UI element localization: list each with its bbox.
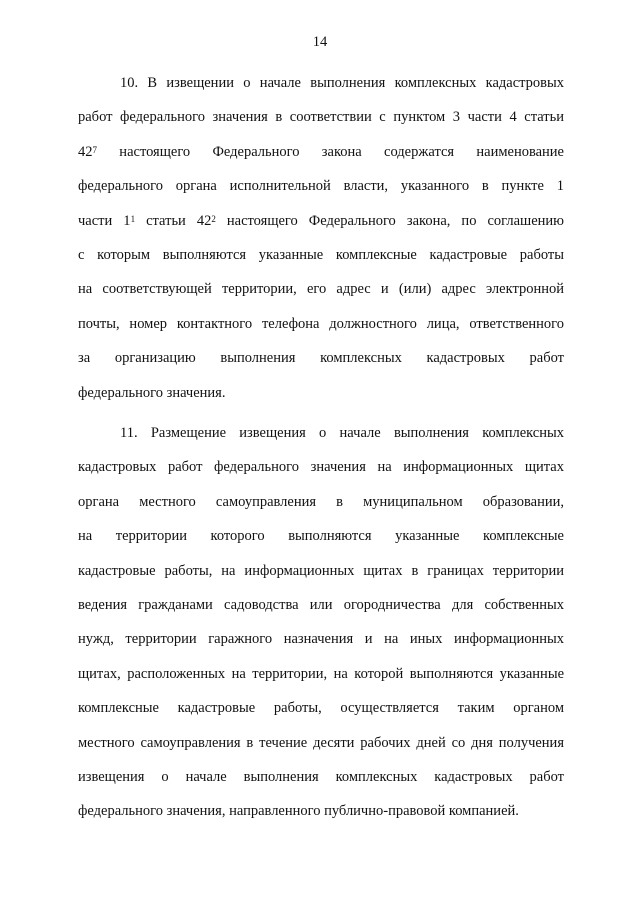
paragraph-line: [78, 211, 564, 245]
paragraph-line: ведения гражданами садоводства или огородничества для собственных: [78, 596, 564, 613]
line-text: настоящего Федерального закона содержатся наименование: [97, 143, 564, 160]
paragraph-line: федерального органа исполнительной власти, указанного в пункте 1: [78, 178, 564, 195]
article-number: 42: [78, 143, 93, 160]
paragraph-11: [78, 423, 564, 836]
paragraph-line: федерального значения.: [78, 384, 226, 401]
paragraph-line: за организацию выполнения комплексных кадастровых работ: [78, 350, 564, 367]
paragraph-line: с которым выполняются указанные комплексные кадастровые работы: [78, 246, 564, 263]
paragraph-line: комплексные кадастровые работы, осуществляется таким органом: [78, 700, 564, 717]
paragraph-line: на соответствующей территории, его адрес и (или) адрес электронной: [78, 281, 564, 298]
article-superscript: 2: [211, 213, 216, 224]
paragraph-line: федерального значения, направленного публично-правовой компанией.: [78, 803, 519, 820]
paragraph-line: [78, 142, 564, 176]
part-reference: части 1: [78, 212, 131, 229]
part-superscript: 1: [130, 213, 136, 224]
paragraph-line: щитах, расположенных на территории, на которой выполняются указанные: [78, 665, 564, 682]
paragraph-line: кадастровые работы, на информационных щитах в границах территории: [78, 562, 564, 579]
line-text: настоящего Федерального закона, по соглашению: [215, 212, 564, 229]
article-superscript: 7: [92, 144, 97, 155]
paragraph-line: кадастровых работ федерального значения на информационных щитах: [78, 459, 564, 476]
page-number: 14: [312, 34, 328, 50]
paragraph-line: работ федерального значения в соответствии с пунктом 3 части 4 статьи: [78, 109, 564, 126]
paragraph-10: [78, 73, 564, 417]
paragraph-line: на территории которого выполняются указанные комплексные: [78, 528, 564, 545]
paragraph-line: извещения о начале выполнения комплексных кадастровых работ: [78, 768, 564, 785]
paragraph-line: 11. Размещение извещения о начале выполнения комплексных: [120, 425, 564, 441]
paragraph-line: 10. В извещении о начале выполнения комплексных кадастровых: [120, 75, 564, 91]
article-reference: статьи 42: [135, 212, 212, 229]
paragraph-line: почты, номер контактного телефона должностного лица, ответственного: [78, 315, 564, 332]
paragraph-line: нужд, территории гаражного назначения и на иных информационных: [78, 631, 564, 648]
paragraph-line: органа местного самоуправления в муниципальном образовании,: [78, 493, 564, 510]
paragraph-line: местного самоуправления в течение десяти рабочих дней со дня получения: [78, 734, 564, 751]
